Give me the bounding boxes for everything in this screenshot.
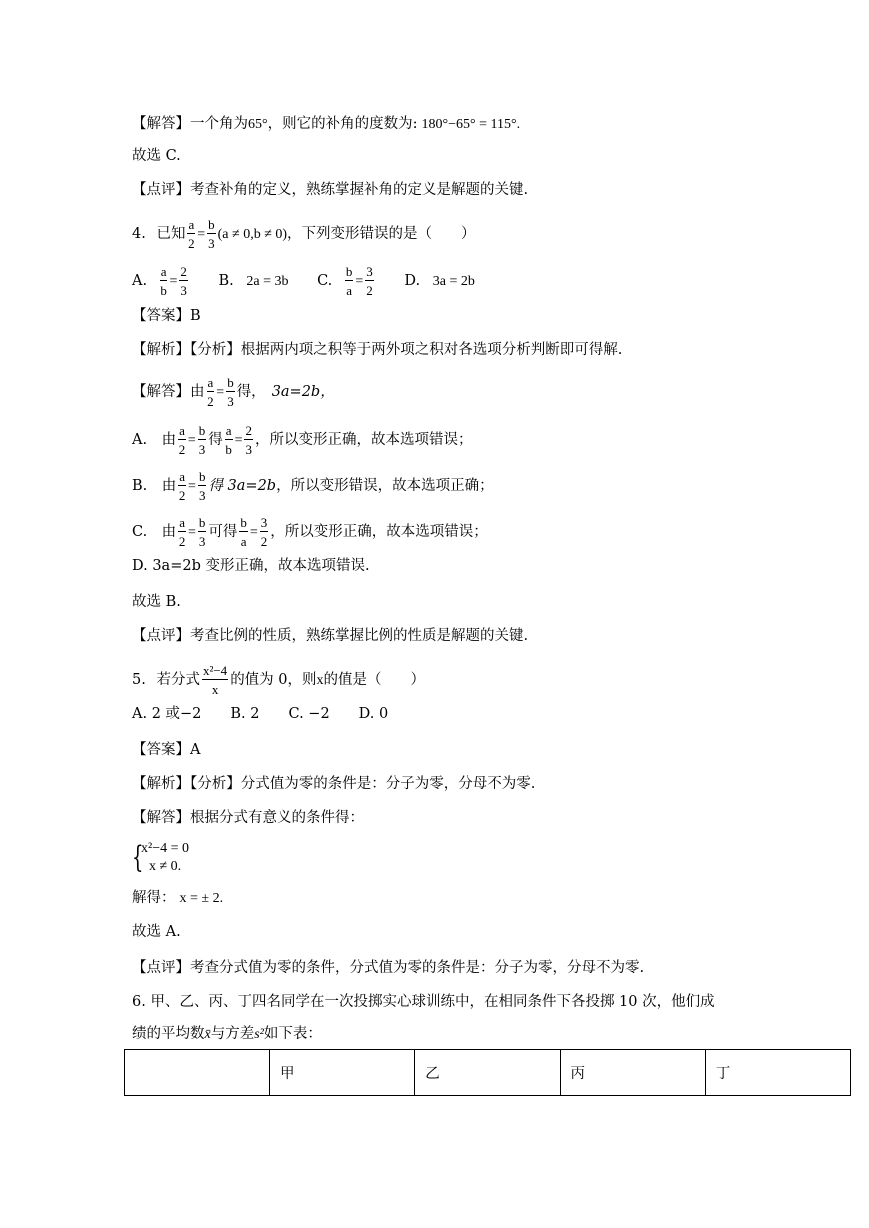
fraction-b-over-3: $\frac{b}{3}$ (198, 515, 206, 549)
question-number: 5. (132, 672, 146, 688)
fraction-3-over-2: $\frac{3}{2}$ (260, 515, 268, 549)
question-text: 已知 (156, 226, 186, 242)
result-line: 解得： x = ± 2. (132, 890, 224, 906)
equation-1: x²−4 = 0 (141, 841, 189, 856)
option-a-fraction-2: $\frac{2}{3}$ (180, 264, 187, 298)
brace-icon: { (132, 840, 144, 875)
angle-value: 65° (248, 117, 268, 132)
solution-d: D. 3a=2b 变形正确，故本选项错误. (132, 558, 370, 574)
question-4: 4. 已知 $\frac{a}{2}$ = $\frac{b}{3}$ (a ≠ 0,b ≠ 0)，下列变形错误的是（ ） (132, 217, 476, 251)
scores-table (124, 1049, 851, 1096)
choose-line: 故选 B. (132, 594, 181, 610)
comment-line: 【点评】考查比例的性质，熟练掌握比例的性质是解题的关键. (132, 628, 529, 644)
answer-line: 【答案】B (132, 308, 201, 324)
supplement-expression: 180°−65° = 115°. (421, 117, 521, 132)
solution-b: B. 由 $\frac{a}{2}$ = $\frac{b}{3}$ 得 3a=2b，所以变形错误，故本选项正确； (132, 469, 494, 503)
table-header-jia: 甲 (270, 1050, 415, 1096)
fraction-a-over-2: $\frac{a}{2}$ (188, 217, 195, 251)
fraction-a-over-b: $\frac{a}{b}$ (225, 423, 232, 457)
solution-a: A. 由 $\frac{a}{2}$ = $\frac{b}{3}$ 得 $\frac{a}{b}$ = $\frac{2}{3}$ ，所以变形正确，故本选项错误； (132, 423, 473, 457)
choose-line: 故选 C. (132, 148, 181, 164)
solution-text-2: ，则它的补角的度数为: (267, 116, 418, 132)
comment-text: 考查补角的定义，熟练掌握补角的定义是解题的关键. (190, 182, 529, 198)
answer-line: 【答案】A (132, 742, 201, 758)
fraction-2-over-3: $\frac{2}{3}$ (245, 423, 252, 457)
table-row (125, 1050, 851, 1096)
condition: (a ≠ 0,b ≠ 0) (217, 227, 288, 242)
option-c-fraction: $\frac{b}{a}$ (345, 264, 353, 298)
solution-label: 【解答】 (132, 384, 190, 400)
fraction-b-over-3: $\frac{b}{3}$ (208, 217, 215, 251)
question-4-options: A. $\frac{a}{b}$ = $\frac{2}{3}$ B. 2a = 3b C. $\frac{b}{a}$ = $\frac{3}{2}$ D. 3a = 2b (132, 264, 475, 298)
fraction-b-over-3: $\frac{b}{3}$ (198, 469, 206, 503)
equation-system (132, 841, 252, 877)
comment-line: 【点评】考查分式值为零的条件，分式值为零的条件是：分子为零，分母不为零. (132, 960, 645, 976)
option-b-expr: 2a = 3b (246, 274, 289, 289)
comment-label: 【点评】 (132, 182, 190, 198)
fraction-b-over-3: $\frac{b}{3}$ (198, 423, 206, 457)
table-header-empty (125, 1050, 270, 1096)
solution-line: 【解答】由 $\frac{a}{2}$ = $\frac{b}{3}$ 得， 3a=2b， (132, 375, 335, 409)
comment-line (132, 180, 528, 200)
variance-symbol: s² (254, 1027, 264, 1042)
solution-line: 【解答】根据分式有意义的条件得： (132, 810, 364, 826)
option-c-label: C. (317, 273, 333, 289)
choose-line: 故选 A. (132, 924, 181, 940)
solution-c: C. 由 $\frac{a}{2}$ = $\frac{b}{3}$ 可得 $\frac{b}{a}$ = $\frac{3}{2}$ ，所以变形正确，故本选项错误； (132, 515, 488, 549)
table-header-bing: 丙 (560, 1050, 705, 1096)
option-b-label: B. (218, 273, 234, 289)
solution-label: 【解答】 (132, 116, 190, 132)
analysis-line: 【解析】【分析】根据两内项之积等于两外项之积对各选项分析判断即可得解. (132, 342, 623, 358)
fraction-a-over-2: $\frac{a}{2}$ (178, 423, 186, 457)
fraction-a-over-2: $\frac{a}{2}$ (207, 375, 214, 409)
equation-2: x ≠ 0. (149, 859, 182, 874)
question-text-post: ，下列变形错误的是（ ） (287, 226, 476, 242)
fraction-x2m4-over-x: $\frac{\text{x²−4}}{x}$ (202, 663, 228, 697)
option-a-label: A. (132, 273, 148, 289)
solution-paragraph (132, 114, 520, 135)
result-value: x = ± 2. (179, 891, 224, 906)
fraction-b-over-a: $\frac{b}{a}$ (240, 515, 247, 549)
option-a-fraction: $\frac{a}{b}$ (160, 264, 167, 298)
table-header-yi: 乙 (415, 1050, 560, 1096)
analysis-line: 【解析】【分析】分式值为零的条件是：分子为零，分母不为零. (132, 776, 536, 792)
solution-result: 3a=2b， (271, 384, 335, 400)
option-d-label: D. (404, 273, 421, 289)
fraction-a-over-2: $\frac{a}{2}$ (178, 515, 186, 549)
question-5: 5. 若分式 $\frac{\text{x²−4}}{x}$ 的值为 0，则x的值是（ ） (132, 663, 426, 697)
option-d-expr: 3a = 2b (432, 274, 475, 289)
question-number: 4. (132, 226, 146, 242)
fraction-b-over-3: $\frac{b}{3}$ (227, 375, 234, 409)
option-c-fraction-2: $\frac{3}{2}$ (366, 264, 373, 298)
question-5-options: A. 2 或−2 B. 2 C. −2 D. 0 (132, 706, 389, 722)
table-header-ding: 丁 (705, 1050, 850, 1096)
solution-text: 一个角为 (190, 116, 248, 132)
question-6-line-1: 6. 甲、乙、丙、丁四名同学在一次投掷实心球训练中，在相同条件下各投掷 10 次，他们成 (132, 994, 715, 1010)
fraction-a-over-2: $\frac{a}{2}$ (178, 469, 186, 503)
mean-symbol: x̄ (204, 1027, 211, 1042)
question-6-line-2: 绩的平均数x̄与方差s²如下表： (132, 1026, 322, 1042)
